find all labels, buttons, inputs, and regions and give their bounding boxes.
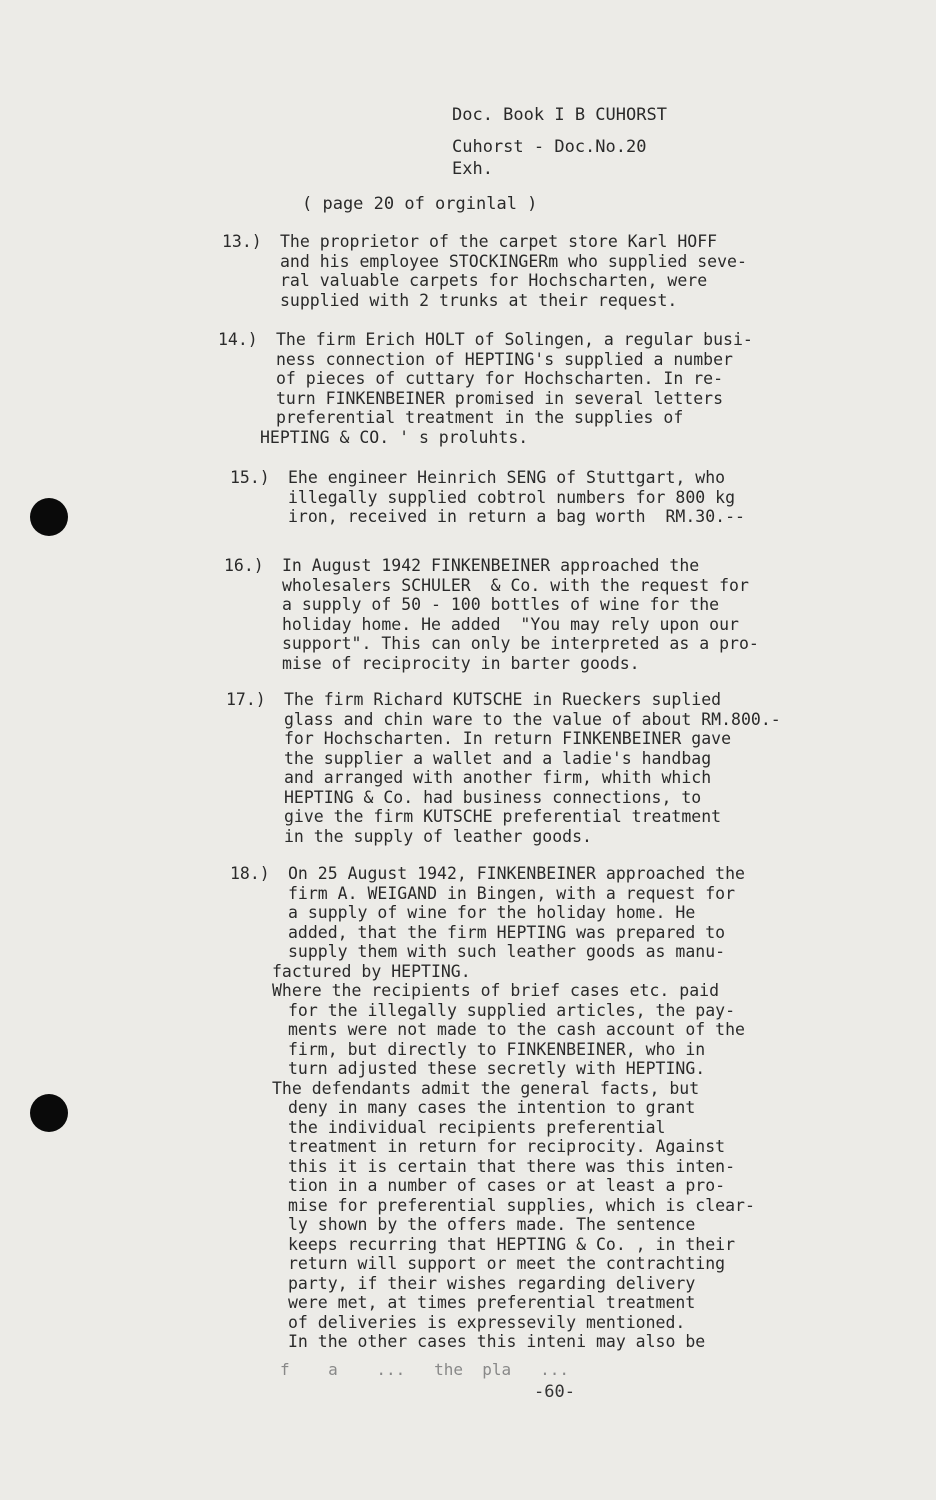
- text-line: the individual recipients preferential: [288, 1117, 666, 1137]
- paragraph-body: [284, 690, 854, 846]
- text-line: ness connection of HEPTING's supplied a number: [276, 349, 733, 369]
- doc-book-label: Doc. Book I B CUHORST: [452, 105, 667, 125]
- text-line: the supplier a wallet and a ladie's handbag: [284, 748, 712, 768]
- document-header: [452, 104, 667, 180]
- text-line: and his employee STOCKINGERm who supplied seve-: [280, 251, 747, 271]
- text-line: this it is certain that there was this inten-: [288, 1156, 736, 1176]
- text-line: give the firm KUTSCHE preferential treatment: [284, 807, 722, 826]
- text-line: of deliveries is expressevily mentioned.: [288, 1312, 686, 1332]
- text-line: illegally supplied cobtrol numbers for 800 kg: [288, 487, 736, 507]
- text-line: holiday home. He added "You may rely upon our: [282, 614, 739, 634]
- punch-hole: [30, 498, 68, 536]
- text-line: support". This can only be interpreted as a pro-: [282, 634, 759, 653]
- exhibit-label: Exh.: [452, 159, 493, 179]
- text-line: party, if their wishes regarding delivery: [288, 1273, 696, 1293]
- text-line: iron, received in return a bag worth RM.30.--: [288, 507, 745, 526]
- text-line: mise for preferential supplies, which is clear-: [288, 1195, 755, 1215]
- paragraph-body: [260, 330, 846, 447]
- text-line: firm, but directly to FINKENBEINER, who in: [288, 1039, 706, 1059]
- text-line: In the other cases this inteni may also be: [288, 1332, 706, 1351]
- text-line: for Hochscharten. In return FINKENBEINER gave: [284, 729, 732, 748]
- faded-text-fragment: f a ... the pla ...: [280, 1360, 569, 1379]
- text-line: firm A. WEIGAND in Bingen, with a request for: [288, 883, 736, 903]
- text-line: treatment in return for reciprocity. Against: [288, 1137, 726, 1156]
- paragraph-number: 18.): [230, 864, 270, 883]
- text-line: supply them with such leather goods as manu-: [288, 942, 726, 961]
- text-line: keeps recurring that HEPTING & Co. , in their: [288, 1234, 736, 1254]
- punch-hole: [30, 1094, 68, 1132]
- doc-number-label: Cuhorst - Doc.No.20: [452, 137, 647, 157]
- text-line: added, that the firm HEPTING was prepared to: [288, 922, 726, 942]
- paragraph-number: 13.): [222, 232, 262, 251]
- paragraph-body: [282, 556, 852, 673]
- paragraph-body: [280, 232, 850, 310]
- text-line: for the illegally supplied articles, the pay-: [288, 1000, 736, 1020]
- text-line: mise of reciprocity in barter goods.: [282, 653, 640, 673]
- page-note: ( page 20 of orginlal ): [302, 194, 538, 214]
- text-line: ments were not made to the cash account of the: [288, 1020, 745, 1039]
- text-line: turn adjusted these secretly with HEPTING.: [288, 1059, 706, 1078]
- text-line: On 25 August 1942, FINKENBEINER approached the: [288, 864, 745, 883]
- text-line: HEPTING & CO. ' s proluhts.: [260, 427, 529, 447]
- text-line: The proprietor of the carpet store Karl HOFF: [280, 232, 718, 251]
- text-line: a supply of 50 - 100 bottles of wine for the: [282, 595, 720, 614]
- text-line: and arranged with another firm, whith which: [284, 768, 712, 787]
- text-line: of pieces of cuttary for Hochscharten. In re-: [276, 369, 724, 388]
- paragraph-body: [272, 864, 858, 1352]
- text-line: wholesalers SCHULER & Co. with the request for: [282, 575, 749, 595]
- paragraph-number: 14.): [218, 330, 258, 349]
- text-line: In August 1942 FINKENBEINER approached the: [282, 556, 700, 575]
- text-line: turn FINKENBEINER promised in several letters: [276, 388, 724, 408]
- text-line: glass and chin ware to the value of about RM.800.-: [284, 709, 781, 729]
- text-line: deny in many cases the intention to grant: [288, 1098, 696, 1117]
- text-line: The firm Richard KUTSCHE in Rueckers suplied: [284, 690, 722, 709]
- text-line: ral valuable carpets for Hochscharten, were: [280, 271, 708, 290]
- text-line: were met, at times preferential treatment: [288, 1293, 696, 1312]
- text-line: supplied with 2 trunks at their request.: [280, 290, 678, 310]
- text-line: factured by HEPTING.: [272, 961, 471, 981]
- text-line: The defendants admit the general facts, but: [272, 1078, 700, 1098]
- paragraph-number: 17.): [226, 690, 266, 709]
- paragraph-body: [288, 468, 858, 527]
- paragraph-number: 15.): [230, 468, 270, 487]
- text-line: Ehe engineer Heinrich SENG of Stuttgart, who: [288, 468, 726, 487]
- text-line: HEPTING & Co. had business connections, to: [284, 787, 702, 807]
- text-line: The firm Erich HOLT of Solingen, a regular busi-: [276, 330, 753, 349]
- text-line: return will support or meet the contrachting: [288, 1254, 726, 1273]
- text-line: a supply of wine for the holiday home. He: [288, 903, 696, 922]
- text-line: in the supply of leather goods.: [284, 826, 592, 846]
- paragraph-number: 16.): [224, 556, 264, 575]
- text-line: tion in a number of cases or at least a pro-: [288, 1176, 726, 1195]
- page-number: -60-: [534, 1382, 575, 1402]
- text-line: ly shown by the offers made. The sentence: [288, 1215, 696, 1234]
- text-line: Where the recipients of brief cases etc. paid: [272, 981, 720, 1000]
- text-line: preferential treatment in the supplies of: [276, 408, 684, 427]
